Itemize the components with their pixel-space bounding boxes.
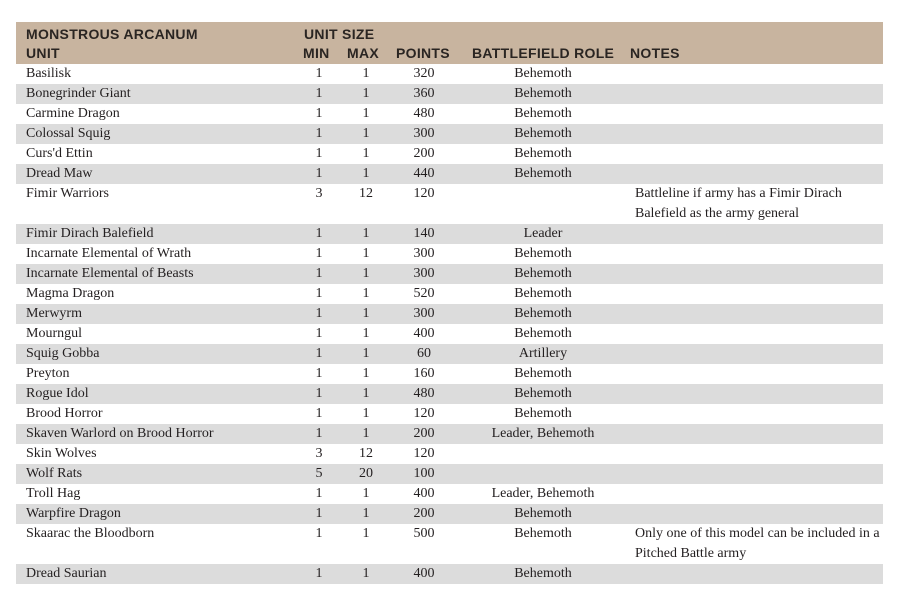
unit-cell: Incarnate Elemental of Wrath <box>26 246 192 261</box>
unit-cell: Mourngul <box>26 326 82 341</box>
min-cell: 1 <box>315 306 323 321</box>
max-cell: 1 <box>362 386 370 401</box>
points-cell: 300 <box>413 246 435 261</box>
unit-cell: Dread Maw <box>26 166 93 181</box>
table-row <box>16 64 883 84</box>
min-cell: 1 <box>315 486 323 501</box>
role-cell: Behemoth <box>514 406 572 421</box>
table-row <box>16 284 883 304</box>
unit-cell: Squig Gobba <box>26 346 100 361</box>
max-cell: 1 <box>362 126 370 141</box>
table-row <box>16 184 883 224</box>
unit-cell: Carmine Dragon <box>26 106 120 121</box>
max-cell: 12 <box>359 446 373 461</box>
table-row <box>16 164 883 184</box>
role-cell: Behemoth <box>514 266 572 281</box>
min-cell: 1 <box>315 106 323 121</box>
points-cell: 440 <box>413 166 435 181</box>
table-row <box>16 424 883 444</box>
points-cell: 300 <box>413 266 435 281</box>
points-cell: 120 <box>413 186 435 201</box>
min-cell: 1 <box>315 86 323 101</box>
table-row <box>16 384 883 404</box>
role-cell: Behemoth <box>514 306 572 321</box>
points-cell: 400 <box>413 486 435 501</box>
table-row <box>16 524 883 564</box>
unit-column-header: UNIT <box>26 45 60 61</box>
min-cell: 1 <box>315 406 323 421</box>
points-cell: 400 <box>413 566 435 581</box>
table-body <box>16 64 883 584</box>
max-cell: 1 <box>362 146 370 161</box>
role-cell: Behemoth <box>514 66 572 81</box>
unit-cell: Preyton <box>26 366 70 381</box>
unit-size-heading: UNIT SIZE <box>304 26 375 42</box>
table-row <box>16 224 883 244</box>
points-cell: 60 <box>417 346 431 361</box>
unit-cell: Dread Saurian <box>26 566 107 581</box>
max-cell: 1 <box>362 246 370 261</box>
min-cell: 1 <box>315 426 323 441</box>
unit-cell: Basilisk <box>26 66 72 81</box>
points-cell: 300 <box>413 126 435 141</box>
table-row <box>16 364 883 384</box>
role-cell: Behemoth <box>514 526 572 541</box>
unit-cell: Skin Wolves <box>26 446 97 461</box>
max-cell: 12 <box>359 186 373 201</box>
points-cell: 160 <box>413 366 435 381</box>
group-title: MONSTROUS ARCANUM <box>26 26 198 42</box>
points-cell: 520 <box>413 286 435 301</box>
max-cell: 1 <box>362 426 370 441</box>
points-cell: 140 <box>413 226 435 241</box>
min-cell: 1 <box>315 346 323 361</box>
max-cell: 1 <box>362 406 370 421</box>
unit-cell: Skaven Warlord on Brood Horror <box>26 426 214 441</box>
points-column-header: POINTS <box>396 45 450 61</box>
role-cell: Leader, Behemoth <box>491 426 595 441</box>
role-cell: Behemoth <box>514 86 572 101</box>
points-cell: 360 <box>413 86 435 101</box>
points-cell: 100 <box>413 466 435 481</box>
points-cell: 120 <box>413 406 435 421</box>
min-cell: 1 <box>315 286 323 301</box>
unit-cell: Curs'd Ettin <box>26 146 93 161</box>
points-table <box>16 22 883 584</box>
role-cell: Behemoth <box>514 286 572 301</box>
table-row <box>16 244 883 264</box>
max-cell: 1 <box>362 566 370 581</box>
min-cell: 1 <box>315 266 323 281</box>
table-row <box>16 324 883 344</box>
table-row <box>16 264 883 284</box>
min-cell: 1 <box>315 66 323 81</box>
unit-cell: Skaarac the Bloodborn <box>26 526 155 541</box>
role-cell: Behemoth <box>514 566 572 581</box>
points-cell: 320 <box>413 66 435 81</box>
table-row <box>16 304 883 324</box>
min-cell: 3 <box>315 446 323 461</box>
points-cell: 480 <box>413 106 435 121</box>
unit-cell: Magma Dragon <box>26 286 115 301</box>
unit-cell: Warpfire Dragon <box>26 506 121 521</box>
notes-cell: Battleline if army has a Fimir Dirach Balefield as the army general <box>635 186 842 221</box>
role-cell: Behemoth <box>514 326 572 341</box>
max-cell: 1 <box>362 346 370 361</box>
max-cell: 1 <box>362 366 370 381</box>
max-cell: 1 <box>362 86 370 101</box>
table-row <box>16 504 883 524</box>
table-row <box>16 444 883 464</box>
min-cell: 1 <box>315 366 323 381</box>
min-cell: 1 <box>315 526 323 541</box>
points-cell: 300 <box>413 306 435 321</box>
unit-cell: Troll Hag <box>26 486 81 501</box>
unit-cell: Wolf Rats <box>26 466 83 481</box>
points-cell: 200 <box>413 146 435 161</box>
unit-cell: Fimir Dirach Balefield <box>26 226 154 241</box>
unit-cell: Brood Horror <box>26 406 103 421</box>
role-cell: Behemoth <box>514 126 572 141</box>
unit-cell: Merwyrm <box>26 306 82 321</box>
points-cell: 200 <box>413 506 435 521</box>
max-cell: 1 <box>362 166 370 181</box>
min-column-header: MIN <box>303 45 330 61</box>
unit-cell: Colossal Squig <box>26 126 111 141</box>
max-cell: 1 <box>362 306 370 321</box>
role-cell: Behemoth <box>514 366 572 381</box>
role-cell: Artillery <box>518 346 568 361</box>
points-cell: 480 <box>413 386 435 401</box>
min-cell: 1 <box>315 506 323 521</box>
unit-cell: Bonegrinder Giant <box>26 86 131 101</box>
min-cell: 1 <box>315 226 323 241</box>
table-row <box>16 484 883 504</box>
max-cell: 1 <box>362 66 370 81</box>
role-cell: Behemoth <box>514 386 572 401</box>
role-column-header: BATTLEFIELD ROLE <box>472 45 615 61</box>
min-cell: 1 <box>315 246 323 261</box>
table-row <box>16 144 883 164</box>
max-cell: 1 <box>362 506 370 521</box>
unit-cell: Incarnate Elemental of Beasts <box>26 266 194 281</box>
max-cell: 1 <box>362 226 370 241</box>
role-cell: Behemoth <box>514 506 572 521</box>
role-cell: Leader <box>523 226 563 241</box>
table-row <box>16 344 883 364</box>
unit-cell: Rogue Idol <box>26 386 89 401</box>
points-cell: 120 <box>413 446 435 461</box>
min-cell: 1 <box>315 386 323 401</box>
min-cell: 3 <box>315 186 323 201</box>
points-cell: 500 <box>413 526 435 541</box>
max-cell: 1 <box>362 486 370 501</box>
max-cell: 20 <box>359 466 373 481</box>
unit-cell: Fimir Warriors <box>26 186 109 201</box>
role-cell: Behemoth <box>514 246 572 261</box>
min-cell: 1 <box>315 146 323 161</box>
table-row <box>16 464 883 484</box>
role-cell: Behemoth <box>514 166 572 181</box>
points-cell: 400 <box>413 326 435 341</box>
max-cell: 1 <box>362 106 370 121</box>
min-cell: 5 <box>315 466 323 481</box>
max-cell: 1 <box>362 286 370 301</box>
min-cell: 1 <box>315 566 323 581</box>
role-cell: Behemoth <box>514 146 572 161</box>
min-cell: 1 <box>315 326 323 341</box>
max-cell: 1 <box>362 326 370 341</box>
max-cell: 1 <box>362 266 370 281</box>
table-row <box>16 124 883 144</box>
notes-cell: Only one of this model can be included in a Pitched Battle army <box>635 526 880 561</box>
role-cell: Leader, Behemoth <box>491 486 595 501</box>
max-column-header: MAX <box>347 45 380 61</box>
table-row <box>16 104 883 124</box>
table-header <box>16 22 883 64</box>
points-cell: 200 <box>413 426 435 441</box>
role-cell: Behemoth <box>514 106 572 121</box>
max-cell: 1 <box>362 526 370 541</box>
table-row <box>16 84 883 104</box>
table-row <box>16 404 883 424</box>
min-cell: 1 <box>315 126 323 141</box>
notes-column-header: NOTES <box>630 45 680 61</box>
table-row <box>16 564 883 584</box>
min-cell: 1 <box>315 166 323 181</box>
